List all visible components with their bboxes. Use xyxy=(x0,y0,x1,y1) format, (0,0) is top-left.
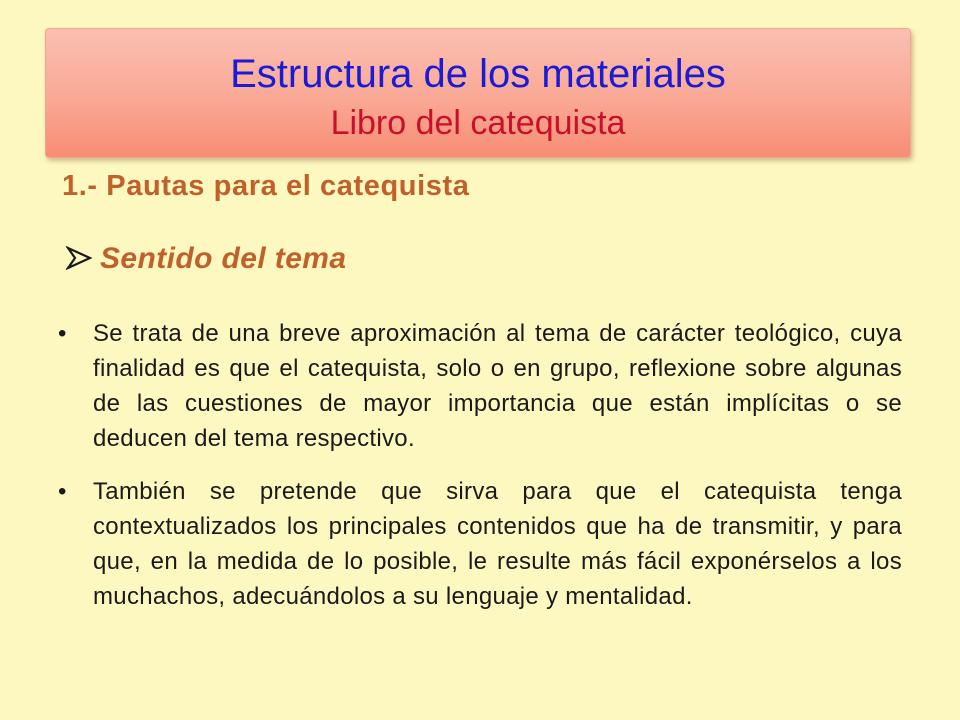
bullet-marker: • xyxy=(58,478,67,505)
slide-title: Estructura de los materiales xyxy=(230,52,726,96)
arrow-bullet-icon xyxy=(66,246,92,270)
bullet-text: También se pretende que sirva para que el catequista tenga contextualizados los principales contenidos que ha de transmitir, y para que, en la medida de lo posible, le resulte más fácil exponérselos a los muchachos, adecuándolos a su lenguaje y mentalidad. xyxy=(93,478,902,610)
list-item xyxy=(58,316,902,456)
bullet-text: Se trata de una breve aproximación al tema de carácter teológico, cuya finalidad es que el catequista, solo o en grupo, reflexione sobre algunas de las cuestiones de mayor importancia que están implícitas o se deducen del tema respectivo. xyxy=(93,320,902,452)
list-item xyxy=(58,474,902,614)
bullet-marker: • xyxy=(58,320,67,347)
subheading-label: Sentido del tema xyxy=(100,242,347,275)
section-heading: 1.- Pautas para el catequista xyxy=(62,170,470,202)
bullet-list xyxy=(58,316,902,632)
slide-subtitle: Libro del catequista xyxy=(330,104,626,142)
title-banner xyxy=(45,28,911,158)
subheading xyxy=(66,240,346,278)
